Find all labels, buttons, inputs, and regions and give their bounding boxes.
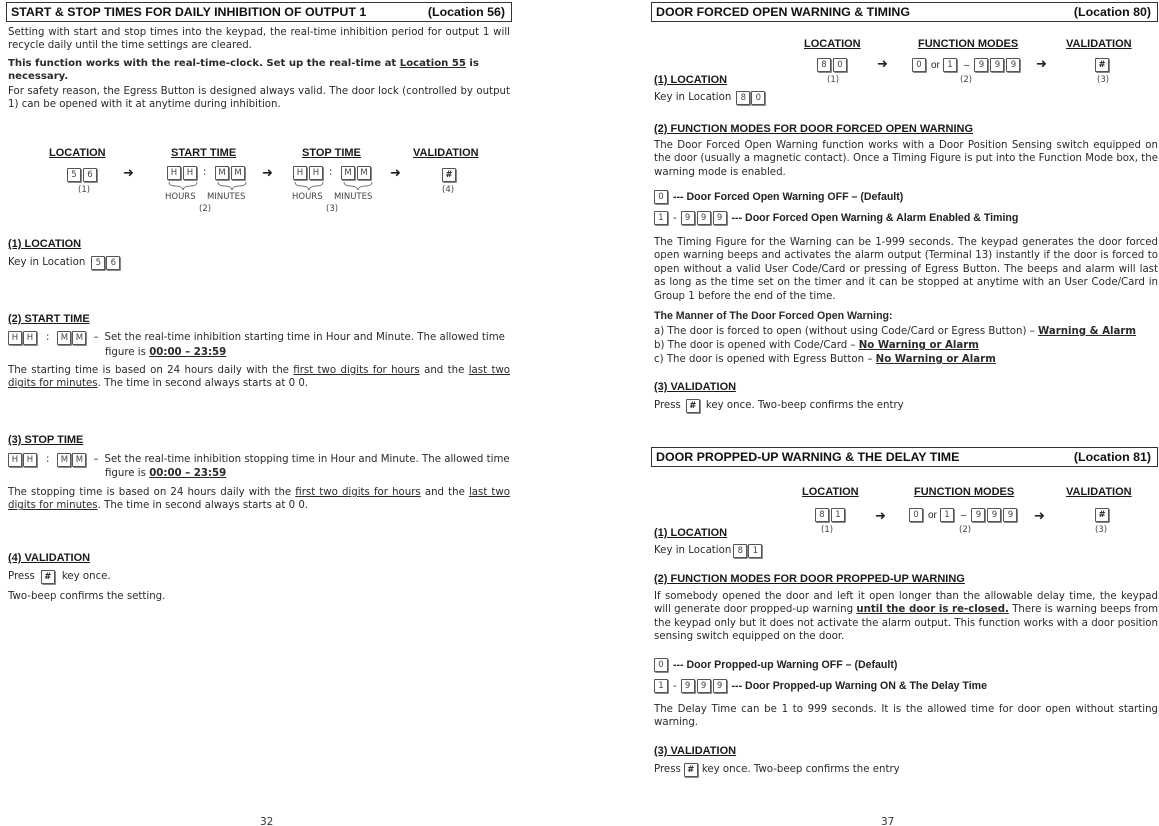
text: Warning & Alarm — [1038, 326, 1136, 337]
key-hash[interactable]: # — [1095, 58, 1109, 72]
colon: : — [46, 332, 50, 344]
section-location-heading: (1) LOCATION — [654, 74, 728, 86]
key-0[interactable]: 0 — [751, 91, 765, 105]
stop-time-desc: Set the real-time inhibition stopping time in Hour and Minute. The allowed time — [104, 454, 510, 466]
or-text: or — [928, 509, 937, 521]
text: first two digits for hours — [293, 365, 420, 376]
key-9[interactable]: 9 — [681, 679, 695, 693]
rtc-link[interactable]: Location 55 — [399, 58, 466, 69]
location-number: (Location 80) — [1073, 5, 1151, 19]
section-location-heading: (1) LOCATION — [654, 527, 728, 539]
option-on — [654, 679, 987, 693]
key-9[interactable]: 9 — [713, 211, 727, 225]
validation-key — [1095, 58, 1111, 72]
diagram-stop-label: STOP TIME — [302, 147, 361, 159]
diagram-function-modes-label: FUNCTION MODES — [914, 486, 1015, 498]
key-m[interactable]: M — [72, 453, 86, 467]
hours-label: HOURS — [165, 192, 196, 202]
start-time-desc: Set the real-time inhibition starting time in Hour and Minute. The allowed time — [104, 332, 505, 344]
key-hash[interactable]: # — [1095, 508, 1109, 522]
key-1[interactable]: 1 — [748, 544, 762, 558]
key-once-text: key once. — [61, 571, 111, 583]
key-h[interactable]: H — [8, 453, 22, 467]
key-9[interactable]: 9 — [974, 58, 988, 72]
step-number-1: (1) — [78, 185, 91, 195]
dash: – — [963, 59, 970, 71]
key-9[interactable]: 9 — [987, 508, 1001, 522]
section-validation-heading: (3) VALIDATION — [654, 745, 737, 757]
text: There is warning beeps from the keypad only but it does not activate the alarm output. This function works with a door position sensing switch equipped on the door. — [654, 604, 1159, 643]
dash: - — [673, 680, 677, 692]
or-text: or — [931, 59, 940, 71]
function-mode-keys — [909, 508, 1019, 522]
arrow-right-icon: ➜ — [390, 166, 401, 181]
timing-description: The Timing Figure for the Warning can be 1-999 seconds. The keypad generates the door forced open warning beeps and activates the alarm output (Terminal 13) instantly if the door is forced to open without a valid User Code/Card or pressing of Egress Button. The beeps and alarm will last as long as the time set on the timer and it can be stopped at anytime with an User Code/Card in Group 1 before the end of the time. — [654, 237, 1158, 302]
key-9[interactable]: 9 — [971, 508, 985, 522]
dash: - — [673, 212, 677, 224]
key-in-location-text: Key in Location — [654, 92, 732, 104]
propped-up-description — [654, 590, 1158, 644]
section-title-box — [651, 2, 1158, 22]
section-title: START & STOP TIMES FOR DAILY INHIBITION OF OUTPUT 1 — [11, 5, 367, 19]
section-start-time-heading: (2) START TIME — [8, 313, 90, 325]
function-modes-heading: (2) FUNCTION MODES FOR DOOR FORCED OPEN WARNING — [654, 123, 973, 135]
key-5[interactable]: 5 — [91, 256, 105, 270]
diagram-location-label: LOCATION — [804, 38, 861, 50]
delay-description: The Delay Time can be 1 to 999 seconds. It is the allowed time for door open without starting warning. — [654, 704, 1158, 729]
arrow-right-icon: ➜ — [877, 57, 888, 72]
text: The starting time is based on 24 hours daily with the — [8, 365, 294, 376]
section-location-heading: (1) LOCATION — [8, 238, 82, 250]
key-in-location-line — [8, 256, 123, 270]
time-range: 00:00 – 23:59 — [149, 468, 227, 479]
diagram-validation-label: VALIDATION — [413, 147, 479, 159]
key-0[interactable]: 0 — [654, 658, 668, 672]
text: first two digits for hours — [295, 487, 421, 498]
validation-line — [654, 763, 900, 777]
option-off-text: --- Door Propped-up Warning OFF – (Default) — [673, 659, 898, 671]
key-9[interactable]: 9 — [697, 211, 711, 225]
location-number: (Location 81) — [1073, 450, 1151, 464]
key-in-location-text: Key in Location — [654, 545, 732, 557]
step-number-1: (1) — [827, 75, 840, 85]
key-9[interactable]: 9 — [1003, 508, 1017, 522]
key-h[interactable]: H — [183, 166, 197, 180]
stop-time-range-line — [105, 467, 226, 480]
key-m[interactable]: M — [57, 331, 71, 345]
option-off — [654, 658, 897, 672]
key-hash[interactable]: # — [41, 570, 55, 584]
section-title-box — [651, 447, 1158, 467]
text: a) The door is forced to open (without using Code/Card or Egress Button) – — [654, 326, 1039, 337]
location-keys — [817, 58, 849, 72]
page-number: 32 — [260, 816, 274, 826]
step-number-1: (1) — [821, 525, 834, 535]
diagram-validation-label: VALIDATION — [1066, 486, 1132, 498]
start-time-explanation — [8, 364, 510, 391]
start-mm-keys — [215, 166, 247, 180]
diagram-function-modes-label: FUNCTION MODES — [918, 38, 1019, 50]
press-text: Press — [654, 764, 681, 776]
brace-icon — [168, 181, 258, 191]
key-8[interactable]: 8 — [815, 508, 829, 522]
validation-key — [1095, 508, 1111, 522]
key-8[interactable]: 8 — [817, 58, 831, 72]
rtc-post: is necessary. — [8, 58, 479, 83]
press-text: Press — [654, 400, 681, 412]
key-6[interactable]: 6 — [106, 256, 120, 270]
text: . The time in second always starts at 0 0. — [97, 500, 309, 512]
key-in-location-text: Key in Location — [8, 257, 86, 269]
validation-line — [8, 570, 111, 584]
key-m[interactable]: M — [231, 166, 245, 180]
key-9[interactable]: 9 — [990, 58, 1004, 72]
key-8[interactable]: 8 — [736, 91, 750, 105]
location-number: (Location 56) — [427, 5, 505, 19]
press-text: Press — [8, 571, 35, 583]
diagram-location-label: LOCATION — [49, 147, 106, 159]
section-title: DOOR PROPPED-UP WARNING & THE DELAY TIME — [656, 450, 960, 464]
time-range: 00:00 – 23:59 — [149, 347, 227, 358]
option-off-text: --- Door Forced Open Warning OFF – (Default) — [673, 191, 904, 203]
key-0[interactable]: 0 — [909, 508, 923, 522]
text: No Warning or Alarm — [875, 354, 996, 365]
key-0[interactable]: 0 — [654, 190, 668, 204]
stop-time-keys-line — [8, 453, 510, 467]
colon: : — [203, 167, 207, 178]
location-keys — [815, 508, 847, 522]
diagram-start-label: START TIME — [171, 147, 237, 159]
validation-key — [442, 168, 458, 182]
arrow-right-icon: ➜ — [262, 166, 273, 181]
key-9[interactable]: 9 — [681, 211, 695, 225]
key-h[interactable]: H — [167, 166, 181, 180]
key-hash[interactable]: # — [442, 168, 456, 182]
stop-mm-keys — [341, 166, 373, 180]
step-number-2: (2) — [199, 204, 212, 214]
key-h[interactable]: H — [23, 331, 37, 345]
step-number-3: (3) — [326, 204, 339, 214]
validation-text: key once. Two-beep confirms the entry — [705, 400, 904, 412]
manner-b — [654, 339, 979, 352]
intro-text: Setting with start and stop times into the keypad, the real-time inhibition period for output 1 will recycle daily until the time settings are cleared. — [8, 27, 510, 52]
key-9[interactable]: 9 — [713, 679, 727, 693]
text: until the door is re-closed. — [856, 604, 1009, 616]
stop-hh-keys — [293, 166, 325, 180]
start-time-range-line — [105, 346, 226, 359]
section-validation-heading: (4) VALIDATION — [8, 552, 91, 564]
option-on-text: --- Door Propped-up Warning ON & The Delay Time — [731, 680, 987, 692]
key-h[interactable]: H — [293, 166, 307, 180]
function-mode-keys — [912, 58, 1022, 72]
stop-time-explanation — [8, 486, 510, 513]
key-1[interactable]: 1 — [940, 508, 954, 522]
dash: – — [93, 332, 99, 344]
diagram-validation-label: VALIDATION — [1066, 38, 1132, 50]
key-hash[interactable]: # — [686, 399, 700, 413]
figure-is: figure is — [105, 468, 150, 479]
validation-line — [654, 399, 904, 413]
figure-is: figure is — [105, 347, 150, 358]
key-6[interactable]: 6 — [83, 168, 97, 182]
step-number-3: (3) — [1097, 75, 1110, 85]
key-in-location-line — [654, 544, 765, 558]
section-validation-heading: (3) VALIDATION — [654, 381, 737, 393]
key-9[interactable]: 9 — [697, 679, 711, 693]
validation-text: key once. Two-beep confirms the entry — [701, 764, 900, 776]
key-9[interactable]: 9 — [1006, 58, 1020, 72]
key-h[interactable]: H — [23, 453, 37, 467]
option-off — [654, 190, 903, 204]
key-8[interactable]: 8 — [733, 544, 747, 558]
text: last two digits for minutes — [8, 365, 511, 390]
manner-heading: The Manner of The Door Forced Open Warning: — [654, 310, 893, 322]
step-number-4: (4) — [442, 185, 455, 195]
text: c) The door is opened with Egress Button – — [654, 354, 876, 365]
text: No Warning or Alarm — [858, 340, 979, 351]
text: b) The door is opened with Code/Card – — [654, 340, 859, 351]
dash: – — [93, 454, 99, 466]
step-number-3: (3) — [1095, 525, 1108, 535]
page-number: 37 — [881, 816, 895, 826]
dash: – — [960, 509, 967, 521]
key-in-location-line — [654, 91, 768, 105]
function-modes-heading: (2) FUNCTION MODES FOR DOOR PROPPED-UP WARNING — [654, 573, 965, 585]
option-on — [654, 211, 1018, 225]
left-page — [6, 0, 512, 826]
key-m[interactable]: M — [57, 453, 71, 467]
colon: : — [46, 454, 50, 466]
key-h[interactable]: H — [8, 331, 22, 345]
step-number-2: (2) — [960, 75, 973, 85]
option-on-text: --- Door Forced Open Warning & Alarm Enabled & Timing — [731, 212, 1019, 224]
minutes-label: MINUTES — [207, 192, 246, 202]
location-keys — [67, 168, 99, 182]
arrow-right-icon: ➜ — [123, 166, 134, 181]
diagram-location-label: LOCATION — [802, 486, 859, 498]
rtc-note — [8, 57, 514, 84]
forced-open-description: The Door Forced Open Warning function works with a Door Position Sensing switch equipped on the door (usually a magnetic contact). Once a Timing Figure is put into the Function Mode box, the warning mode is enabled. — [654, 140, 1158, 178]
manner-c — [654, 353, 996, 366]
text: . The time in second always starts at 0 0. — [97, 378, 309, 390]
arrow-right-icon: ➜ — [875, 509, 886, 524]
key-1[interactable]: 1 — [943, 58, 957, 72]
key-hash[interactable]: # — [684, 763, 698, 777]
text: and the — [420, 487, 469, 498]
key-5[interactable]: 5 — [67, 168, 81, 182]
validation-confirm: Two-beep confirms the setting. — [8, 591, 166, 602]
text: If somebody opened the door and left it open longer than the allowable delay time, the keypad will generate door propped-up warning — [654, 591, 1158, 616]
key-0[interactable]: 0 — [912, 58, 926, 72]
section-stop-time-heading: (3) STOP TIME — [8, 434, 84, 446]
minutes-label: MINUTES — [334, 192, 373, 202]
section-title: DOOR FORCED OPEN WARNING & TIMING — [656, 5, 911, 19]
manner-a — [654, 325, 1136, 338]
brace-icon — [294, 181, 384, 191]
key-0[interactable]: 0 — [833, 58, 847, 72]
colon: : — [329, 167, 333, 178]
step-number-2: (2) — [959, 525, 972, 535]
text: last two digits for minutes — [8, 487, 510, 512]
hours-label: HOURS — [292, 192, 323, 202]
key-m[interactable]: M — [341, 166, 355, 180]
arrow-right-icon: ➜ — [1034, 509, 1045, 524]
section-title-box — [6, 2, 512, 22]
text: and the — [419, 365, 469, 376]
key-h[interactable]: H — [309, 166, 323, 180]
start-time-keys-line — [8, 331, 505, 345]
right-page — [651, 0, 1158, 826]
text: The stopping time is based on 24 hours daily with the — [8, 487, 296, 498]
key-m[interactable]: M — [72, 331, 86, 345]
rtc-pre: This function works with the real-time-clock. Set up the real-time at — [8, 58, 400, 69]
key-m[interactable]: M — [357, 166, 371, 180]
safety-text: For safety reason, the Egress Button is designed always valid. The door lock (controlled by output 1) can be opened with it at anytime during inhibition. — [8, 86, 510, 111]
key-m[interactable]: M — [215, 166, 229, 180]
key-1[interactable]: 1 — [654, 679, 668, 693]
key-1[interactable]: 1 — [654, 211, 668, 225]
start-hh-keys — [167, 166, 199, 180]
arrow-right-icon: ➜ — [1036, 57, 1047, 72]
key-1[interactable]: 1 — [831, 508, 845, 522]
